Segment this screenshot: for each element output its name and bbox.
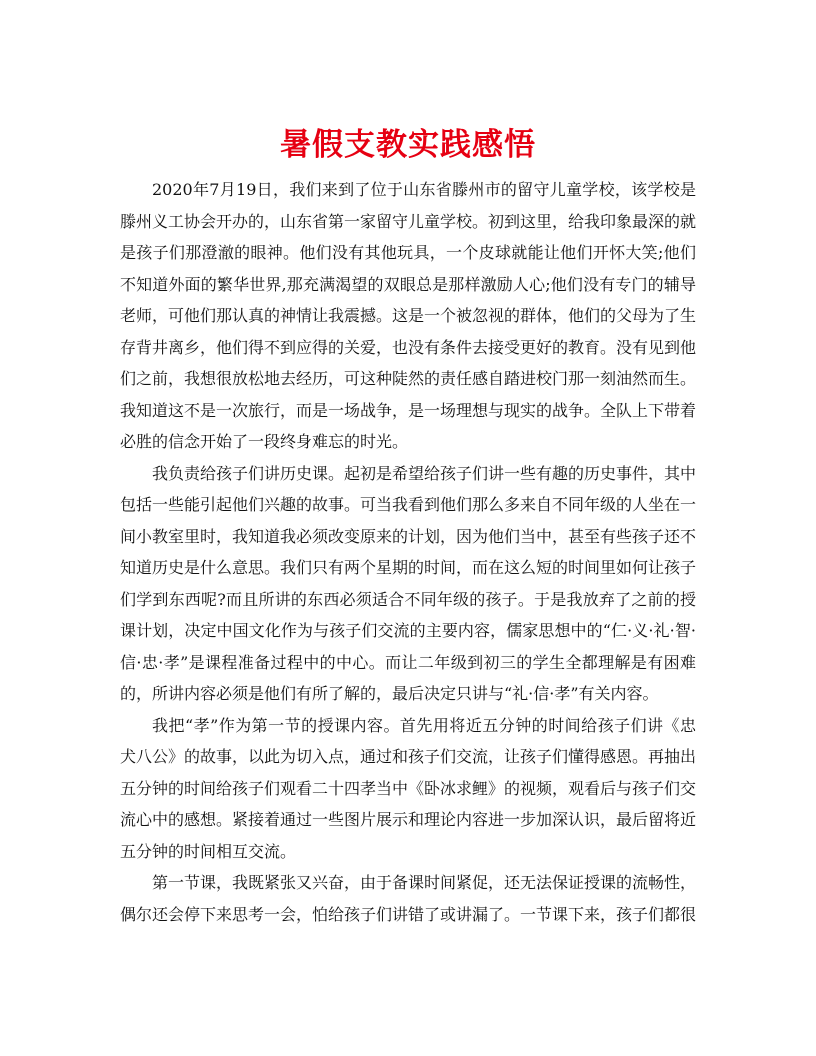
body-paragraph-2: 我负责给孩子们讲历史课。起初是希望给孩子们讲一些有趣的历史事件，其中包括一些能引起他们兴趣的故事。可当我看到他们那么多来自不同年级的人坐在一间小教室里时，我知道我必须改变原来的计划，因为他们当中，甚至有些孩子还不知道历史是什么意思。我们只有两个星期的时间，而在这么短的时间里如何让孩子们学到东西呢?而且所讲的东西必须适合不同年级的孩子。于是我放弃了之前的授课计划，决定中国文化作为与孩子们交流的主要内容，儒家思想中的“仁·义·礼·智·信·忠·孝”是课程准备过程中的中心。而让二年级到初三的学生全都理解是有困难的，所讲内容必须是他们有所了解的，最后决定只讲与“礼·信·孝”有关内容。 — [120, 463, 697, 703]
body-paragraph-1: 2020年7月19日，我们来到了位于山东省滕州市的留守儿童学校，该学校是滕州义工协会开办的，山东省第一家留守儿童学校。初到这里，给我印象最深的就是孩子们那澄澈的眼神。他们没有其他玩具，一个皮球就能让他们开怀大笑;他们不知道外面的繁华世界,那充满渴望的双眼总是那样激励人心;他们没有专门的辅导老师，可他们那认真的神情让我震撼。这是一个被忽视的群体，他们的父母为了生存背井离乡，他们得不到应得的关爱，也没有条件去接受更好的教育。没有见到他们之前，我想很放松地去经历，可这种陡然的责任感自踏进校门那一刻油然而生。我知道这不是一次旅行，而是一场战争，是一场理想与现实的战争。全队上下带着必胜的信念开始了一段终身难忘的时光。 — [120, 180, 697, 451]
body-paragraph-3: 我把“孝”作为第一节的授课内容。首先用将近五分钟的时间给孩子们讲《忠犬八公》的故事，以此为切入点，通过和孩子们交流，让孩子们懂得感恩。再抽出五分钟的时间给孩子们观看二十四孝当中《卧冰求鲤》的视频，观看后与孩子们交流心中的感想。紧接着通过一些图片展示和理论内容进一步加深认识，最后留将近五分钟的时间相互交流。 — [120, 715, 697, 861]
body-paragraph-4: 第一节课，我既紧张又兴奋，由于备课时间紧促，还无法保证授课的流畅性，偶尔还会停下来思考一会，怕给孩子们讲错了或讲漏了。一节课下来，孩子们都很 — [120, 873, 697, 924]
document-body — [120, 174, 696, 930]
document-title: 暑假支教实践感悟 — [280, 126, 536, 163]
